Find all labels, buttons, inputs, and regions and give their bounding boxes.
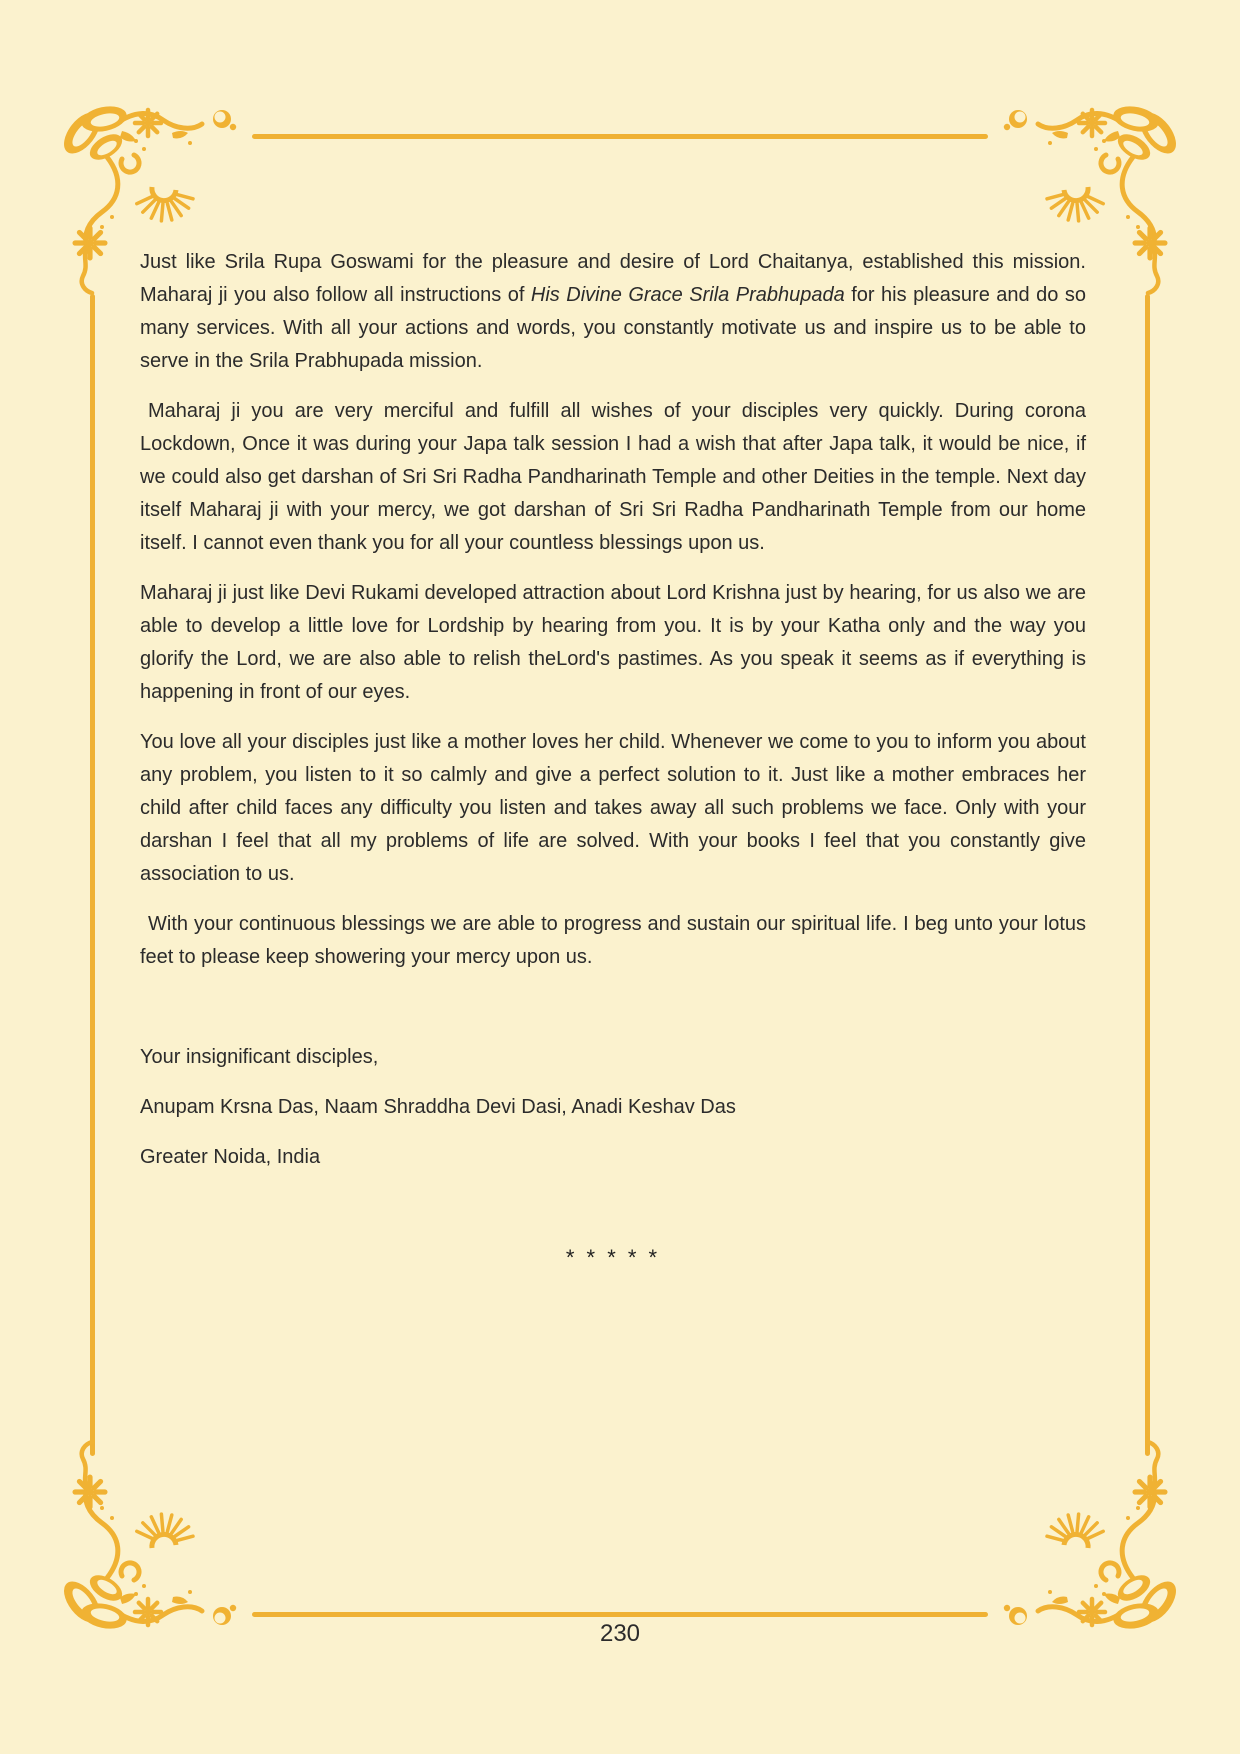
floral-corner-ornament-bottom-right — [1003, 1440, 1188, 1640]
page-number: 230 — [599, 1620, 641, 1647]
letter-paragraph-1 — [140, 246, 1086, 378]
letter-body — [140, 246, 1086, 1274]
floral-corner-ornament-bottom-left — [52, 1440, 237, 1640]
blank-line — [140, 991, 1086, 1041]
blank-line — [140, 1191, 1086, 1241]
border-line-top — [252, 134, 988, 139]
border-line-right — [1145, 294, 1150, 1456]
signature-line-3: Greater Noida, India — [140, 1146, 321, 1168]
letter-paragraph-3: Maharaj ji just like Devi Rukami developed attraction about Lord Krishna just by hearing, for us also we are able to develop a little love for Lordship by hearing from you. It is by your Katha only and the way you glorify the Lord, we are also able to relish theLord's pastimes. As you speak it seems as if everything is happening in front of our eyes. — [140, 582, 1086, 703]
section-separator-stars: * * * * * — [565, 1245, 661, 1270]
letter-paragraph-5: With your continuous blessings we are able to progress and sustain our spiritual life. I beg unto your lotus feet to please keep showering your mercy upon us. — [140, 913, 1086, 968]
signature-line-1: Your insignificant disciples, — [140, 1046, 379, 1068]
letter-paragraph-4: You love all your disciples just like a mother loves her child. Whenever we come to you to inform you about any problem, you listen to it so calmly and give a perfect solution to it. Just like a mother embraces her child after child faces any difficulty you listen and takes away all such problems we face. Only with your darshan I feel that all my problems of life are solved. With your books I feel that you constantly give association to us. — [140, 731, 1086, 885]
paragraph-1-italic-phrase: His Divine Grace Srila Prabhupada — [530, 284, 845, 306]
border-line-bottom — [252, 1612, 988, 1617]
letter-paragraph-2: Maharaj ji you are very merciful and fulfill all wishes of your disciples very quickly. During corona Lockdown, Once it was during your Japa talk session I had a wish that after Japa talk, it would be nice, if we could also get darshan of Sri Sri Radha Pandharinath Temple and other Deities in the temple. Next day itself Maharaj ji with your mercy, we got darshan of Sri Sri Radha Pandharinath Temple from our home itself. I cannot even thank you for all your countless blessings upon us. — [140, 400, 1086, 554]
paragraph-1-text-pre: Just like Srila Rupa Goswami for the pleasure and desire of Lord Chaitanya, established this mission. Maharaj ji you also follow all instructions of — [140, 251, 1086, 306]
border-line-left — [90, 294, 95, 1456]
paragraph-1-text-post: for his pleasure and do so many services. With all your actions and words, you constantly motivate us and inspire us to be able to serve in the Srila Prabhupada mission. — [140, 284, 1086, 372]
signature-line-2: Anupam Krsna Das, Naam Shraddha Devi Dasi, Anadi Keshav Das — [140, 1096, 736, 1118]
